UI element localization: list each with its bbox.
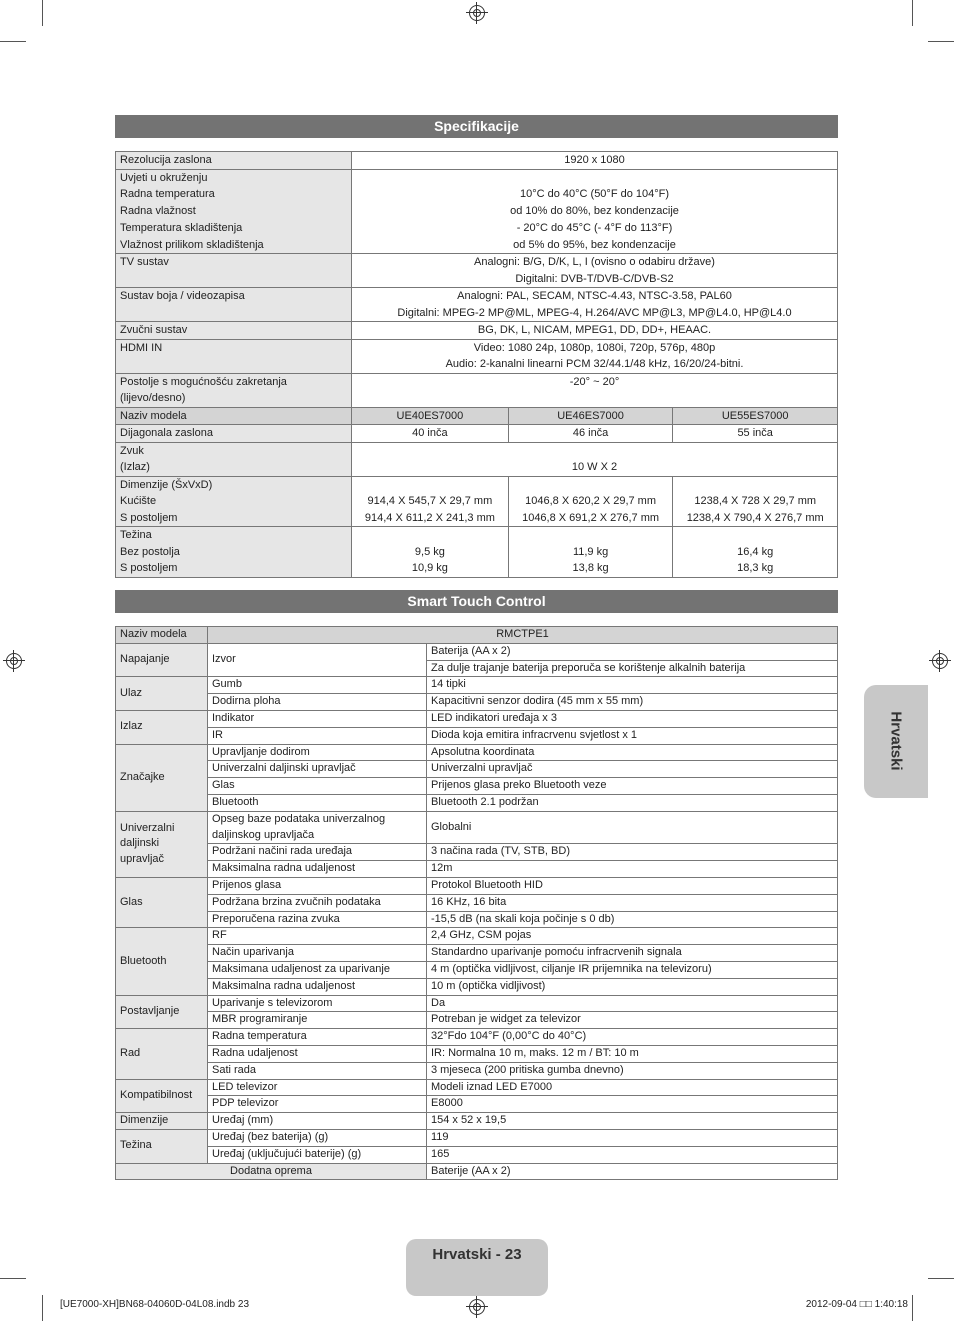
table-row (116, 476, 838, 527)
item-label: Uređaj (bez baterija) (g) (208, 1129, 427, 1146)
item-label: Indikator (208, 710, 427, 727)
item-value: 3 načina rada (TV, STB, BD) (427, 844, 838, 861)
table-row (116, 254, 838, 288)
label-line: S postoljem (120, 562, 178, 575)
value-line: - 20°C do 45°C (- 4°F do 113°F) (516, 221, 673, 234)
table-row (116, 844, 838, 861)
label-line: Uvjeti u okruženju (120, 171, 208, 184)
table-row (116, 627, 838, 644)
crop-mark (0, 1278, 26, 1279)
value-line: Digitalni: DVB-T/DVB-C/DVB-S2 (515, 272, 674, 285)
item-value: 32°Fdo 104°F (0,00°C do 40°C) (427, 1029, 838, 1046)
item-label: IR (208, 727, 427, 744)
table-row (116, 425, 838, 443)
table-row (116, 961, 838, 978)
item-label: Maksimana udaljenost za uparivanje (208, 961, 427, 978)
crop-mark (928, 1278, 954, 1279)
item-label: Prijenos glasa (208, 877, 427, 894)
item-value: -15,5 dB (na skali koja počinje s 0 db) (427, 911, 838, 928)
table-row (116, 710, 838, 727)
row-label (116, 169, 352, 254)
value-line: 18,3 kg (737, 562, 774, 575)
label-line: S postoljem (120, 511, 178, 524)
crop-mark (928, 41, 954, 42)
spec-section-title: Specifikacije (115, 115, 838, 138)
item-label: Preporučena razina zvuka (208, 911, 427, 928)
row-value (352, 169, 838, 254)
table-row (116, 407, 838, 425)
row-label: Postolje s mogućnošću zakretanja (lijevo/desno) (116, 373, 352, 407)
stc-section-title: Smart Touch Control (115, 590, 838, 613)
table-row (116, 152, 838, 170)
value-line: 1238,4 X 728 X 29,7 mm (694, 495, 817, 508)
item-value: 16 KHz, 16 bita (427, 894, 838, 911)
row-value: Baterije (AA x 2) (427, 1163, 838, 1180)
group-label: Postavljanje (116, 995, 208, 1029)
crop-mark (0, 41, 26, 42)
item-label: Podržana brzina zvučnih podataka (208, 894, 427, 911)
item-value: IR: Normalna 10 m, maks. 12 m / BT: 10 m (427, 1045, 838, 1062)
item-value: Dioda koja emitira infracrvenu svjetlost x 1 (427, 727, 838, 744)
table-row (116, 1146, 838, 1163)
label-line: Težina (120, 529, 152, 542)
group-label: Napajanje (116, 643, 208, 677)
weight-cell (352, 527, 509, 578)
dim-cell (508, 476, 673, 527)
table-row (116, 1163, 838, 1180)
crop-mark (912, 1295, 913, 1321)
item-label: Izvor (208, 643, 427, 677)
label-line: Radna temperatura (120, 188, 215, 201)
item-value: 154 x 52 x 19,5 (427, 1113, 838, 1130)
item-value: LED indikatori uređaja x 3 (427, 710, 838, 727)
value-line: 9,5 kg (414, 545, 445, 558)
value-line: Analogni: B/G, D/K, L, I (ovisno o odabiru države) (474, 256, 715, 269)
item-label: Bluetooth (208, 794, 427, 811)
item-value: 119 (427, 1129, 838, 1146)
label-line: Kućište (120, 495, 157, 508)
value-line: od 10% do 80%, bez kondenzacije (510, 205, 679, 218)
item-label: Uređaj (mm) (208, 1113, 427, 1130)
group-label: Bluetooth (116, 928, 208, 995)
item-value: Protokol Bluetooth HID (427, 877, 838, 894)
item-value: Bluetooth 2.1 podržan (427, 794, 838, 811)
row-label: Naziv modela (116, 627, 208, 644)
table-row (116, 169, 838, 254)
row-value (352, 339, 838, 373)
value-line: 13,8 kg (572, 562, 609, 575)
table-row (116, 727, 838, 744)
value-line: Digitalni: MPEG-2 MP@ML, MPEG-4, H.264/AVC MP@L3, MP@L4.0, HP@L4.0 (397, 306, 792, 319)
item-label: MBR programiranje (208, 1012, 427, 1029)
table-row (116, 894, 838, 911)
group-label: Univerzalni daljinski upravljač (116, 811, 208, 877)
item-label: Glas (208, 778, 427, 795)
table-row (116, 1113, 838, 1130)
table-row (116, 861, 838, 878)
label-line: Radna vlažnost (120, 205, 196, 218)
model-cell: UE46ES7000 (508, 407, 673, 425)
crop-mark (912, 0, 913, 26)
table-row (116, 339, 838, 373)
row-value: 10 W X 2 (352, 442, 838, 476)
dim-cell (352, 476, 509, 527)
footer-file-info: [UE7000-XH]BN68-04060D-04L08.indb 23 (60, 1299, 250, 1310)
item-label: PDP televizor (208, 1096, 427, 1113)
item-value: Baterija (AA x 2) (427, 643, 838, 660)
group-label: Značajke (116, 744, 208, 811)
registration-mark-icon (469, 5, 485, 21)
item-label: Podržani načini rada uređaja (208, 844, 427, 861)
table-row (116, 677, 838, 694)
table-row (116, 288, 838, 322)
value-line: Video: 1080 24p, 1080p, 1080i, 720p, 576p, 480p (473, 341, 716, 354)
value-line: Analogni: PAL, SECAM, NTSC-4.43, NTSC-3.58, PAL60 (457, 290, 732, 303)
table-row (116, 643, 838, 660)
table-row (116, 928, 838, 945)
item-value: 14 tipki (427, 677, 838, 694)
item-value: 12m (427, 861, 838, 878)
item-value: E8000 (427, 1096, 838, 1113)
registration-mark-icon (932, 653, 948, 669)
row-label (116, 476, 352, 527)
item-value: Prijenos glasa preko Bluetooth veze (427, 778, 838, 795)
label-line: Temperatura skladištenja (120, 221, 243, 234)
item-label: Opseg baze podataka univerzalnog daljinskog upravljača (208, 811, 427, 844)
crop-mark (42, 1295, 43, 1321)
item-value: 2,4 GHz, CSM pojas (427, 928, 838, 945)
registration-mark-icon (469, 1299, 485, 1315)
table-row (116, 373, 838, 407)
item-value: Standardno uparivanje pomoću infracrvenih signala (427, 945, 838, 962)
value-line: 914,4 X 545,7 X 29,7 mm (367, 495, 493, 508)
group-label: Kompatibilnost (116, 1079, 208, 1113)
item-label: Dodirna ploha (208, 694, 427, 711)
item-value: Apsolutna koordinata (427, 744, 838, 761)
language-tab-label: Hrvatski (887, 711, 905, 771)
table-row (116, 1062, 838, 1079)
table-row (116, 1079, 838, 1096)
group-label: Glas (116, 877, 208, 927)
item-label: Maksimalna radna udaljenost (208, 861, 427, 878)
group-label: Ulaz (116, 677, 208, 711)
table-row (116, 761, 838, 778)
row-label: Zvučni sustav (116, 322, 352, 340)
row-value: BG, DK, L, NICAM, MPEG1, DD, DD+, HEAAC. (352, 322, 838, 340)
item-label: RF (208, 928, 427, 945)
group-label: Rad (116, 1029, 208, 1079)
diag-cell: 40 inča (352, 425, 509, 443)
item-value: Modeli iznad LED E7000 (427, 1079, 838, 1096)
group-label: Dimenzije (116, 1113, 208, 1130)
item-label: Sati rada (208, 1062, 427, 1079)
table-row (116, 442, 838, 476)
row-label (116, 527, 352, 578)
table-row (116, 978, 838, 995)
value-line: Audio: 2-kanalni linearni PCM 32/44.1/48 kHz, 16/20/24-bitni. (445, 358, 744, 371)
table-row (116, 811, 838, 844)
table-row (116, 1029, 838, 1046)
row-label (116, 442, 352, 476)
table-row (116, 1129, 838, 1146)
crop-mark (42, 0, 43, 26)
spec-table (115, 151, 838, 578)
row-label: HDMI IN (116, 339, 352, 373)
row-label: Dijagonala zaslona (116, 425, 352, 443)
table-row (116, 322, 838, 340)
model-cell: UE55ES7000 (673, 407, 838, 425)
row-value (352, 254, 838, 288)
table-row (116, 694, 838, 711)
table-row (116, 911, 838, 928)
diag-cell: 55 inča (673, 425, 838, 443)
table-row (116, 794, 838, 811)
item-label: Univerzalni daljinski upravljač (208, 761, 427, 778)
item-value: Globalni (427, 811, 838, 844)
row-value: -20° ~ 20° (352, 373, 838, 407)
value-line: 1046,8 X 691,2 X 276,7 mm (522, 511, 660, 524)
item-value: Za dulje trajanje baterija preporuča se korištenje alkalnih baterija (427, 660, 838, 677)
item-label: Upravljanje dodirom (208, 744, 427, 761)
item-label: Radna udaljenost (208, 1045, 427, 1062)
item-label: Maksimalna radna udaljenost (208, 978, 427, 995)
label-line: Bez postolja (120, 545, 180, 558)
row-label: Sustav boja / videozapisa (116, 288, 352, 322)
diag-cell: 46 inča (508, 425, 673, 443)
item-value: 165 (427, 1146, 838, 1163)
group-label: Izlaz (116, 710, 208, 744)
page-number: Hrvatski - 23 (406, 1239, 548, 1296)
value-line: 10,9 kg (411, 562, 448, 575)
item-label: Uparivanje s televizorom (208, 995, 427, 1012)
value-line: 1046,8 X 620,2 X 29,7 mm (525, 495, 657, 508)
table-row (116, 778, 838, 795)
stc-table (115, 626, 838, 1180)
value-line: od 5% do 95%, bez kondenzacije (513, 238, 676, 251)
value-line: 16,4 kg (737, 545, 774, 558)
row-label: TV sustav (116, 254, 352, 288)
label-line: Dimenzije (ŠxVxD) (120, 478, 213, 491)
row-label: Dodatna oprema (116, 1163, 427, 1180)
footer-timestamp: 2012-09-04 □□ 1:40:18 (805, 1299, 908, 1310)
row-value: RMCTPE1 (208, 627, 838, 644)
table-row (116, 877, 838, 894)
item-label: Radna temperatura (208, 1029, 427, 1046)
item-value: Univerzalni upravljač (427, 761, 838, 778)
table-row (116, 744, 838, 761)
row-value (352, 288, 838, 322)
weight-cell (508, 527, 673, 578)
dim-cell (673, 476, 838, 527)
table-row (116, 1096, 838, 1113)
table-row (116, 527, 838, 578)
value-line: 11,9 kg (572, 545, 609, 558)
language-tab (864, 685, 928, 798)
label-line: Zvuk (120, 444, 144, 457)
item-value: 4 m (optička vidljivost, ciljanje IR prijemnika na televizoru) (427, 961, 838, 978)
group-label: Težina (116, 1129, 208, 1163)
item-value: Potreban je widget za televizor (427, 1012, 838, 1029)
value-line: 914,4 X 611,2 X 241,3 mm (364, 511, 495, 524)
row-label: Rezolucija zaslona (116, 152, 352, 170)
item-value: 10 m (optička vidljivost) (427, 978, 838, 995)
item-label: Gumb (208, 677, 427, 694)
label-line: Vlažnost prilikom skladištenja (120, 238, 264, 251)
value-line: 10°C do 40°C (50°F do 104°F) (519, 188, 670, 201)
table-row (116, 1012, 838, 1029)
value-line: 1238,4 X 790,4 X 276,7 mm (686, 511, 824, 524)
registration-mark-icon (6, 653, 22, 669)
row-value: 1920 x 1080 (352, 152, 838, 170)
item-value: Kapacitivni senzor dodira (45 mm x 55 mm) (427, 694, 838, 711)
label-line: (Izlaz) (120, 461, 150, 474)
table-row (116, 945, 838, 962)
row-label: Naziv modela (116, 407, 352, 425)
model-cell: UE40ES7000 (352, 407, 509, 425)
table-row (116, 995, 838, 1012)
item-value: Da (427, 995, 838, 1012)
item-label: Način uparivanja (208, 945, 427, 962)
item-label: LED televizor (208, 1079, 427, 1096)
item-label: Uređaj (uključujući baterije) (g) (208, 1146, 427, 1163)
weight-cell (673, 527, 838, 578)
table-row (116, 1045, 838, 1062)
item-value: 3 mjeseca (200 pritiska gumba dnevno) (427, 1062, 838, 1079)
